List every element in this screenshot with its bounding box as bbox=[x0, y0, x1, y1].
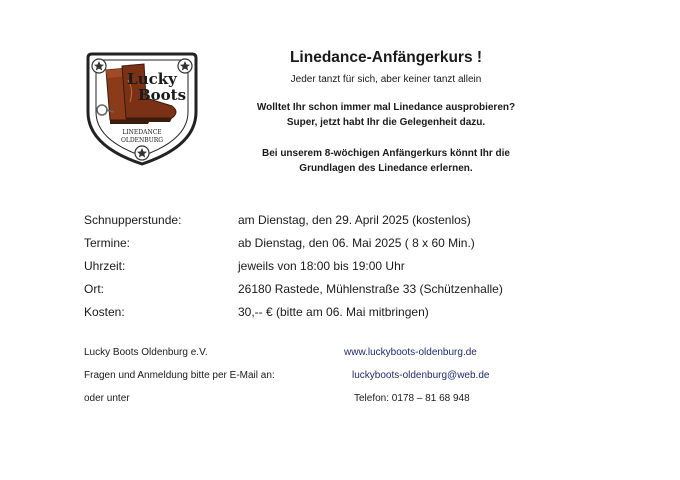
footer-row bbox=[84, 346, 524, 369]
detail-label: Schnupperstunde: bbox=[84, 213, 182, 227]
detail-label: Uhrzeit: bbox=[84, 259, 126, 273]
footer-row bbox=[84, 392, 524, 415]
footer-row bbox=[84, 369, 524, 392]
detail-label: Termine: bbox=[84, 236, 131, 250]
detail-value: 30,-- € (bitte am 06. Mai mitbringen) bbox=[238, 305, 429, 319]
detail-value: am Dienstag, den 29. April 2025 (kostenlos) bbox=[238, 213, 471, 227]
detail-value: 26180 Rastede, Mühlenstraße 33 (Schützenhalle) bbox=[238, 282, 503, 296]
detail-label: Ort: bbox=[84, 282, 104, 296]
contact-footer bbox=[84, 346, 524, 415]
lucky-boots-logo bbox=[84, 50, 200, 168]
course-paragraph bbox=[236, 146, 536, 176]
phone-number: Telefon: 0178 – 81 68 948 bbox=[354, 393, 470, 404]
svg-text:Lucky: Lucky bbox=[127, 70, 177, 88]
club-name: Lucky Boots Oldenburg e.V. bbox=[84, 347, 208, 358]
website-link[interactable]: www.luckyboots-oldenburg.de bbox=[344, 347, 477, 358]
email-link[interactable]: luckyboots-oldenburg@web.de bbox=[352, 370, 490, 381]
intro-line: Wolltet Ihr schon immer mal Linedance ausprobieren? bbox=[256, 102, 516, 113]
contact-text: Fragen und Anmeldung bitte per E-Mail an: bbox=[84, 370, 275, 381]
intro-line: Super, jetzt habt Ihr die Gelegenheit dazu. bbox=[286, 117, 486, 128]
header-block bbox=[236, 48, 536, 176]
detail-label: Kosten: bbox=[84, 305, 125, 319]
or-text: oder unter bbox=[84, 393, 130, 404]
detail-value: ab Dienstag, den 06. Mai 2025 ( 8 x 60 Min.) bbox=[238, 236, 475, 250]
page-title: Linedance-Anfängerkurs ! bbox=[289, 49, 483, 66]
svg-text:OLDENBURG: OLDENBURG bbox=[120, 137, 164, 144]
subtitle: Jeder tanzt für sich, aber keiner tanzt allein bbox=[290, 74, 482, 85]
course-line: Grundlagen des Linedance erlernen. bbox=[299, 163, 473, 174]
course-line: Bei unserem 8-wöchigen Anfängerkurs könnt Ihr die bbox=[261, 148, 510, 159]
detail-value: jeweils von 18:00 bis 19:00 Uhr bbox=[238, 259, 405, 273]
svg-text:LINEDANCE: LINEDANCE bbox=[122, 129, 162, 136]
svg-text:Boots: Boots bbox=[137, 86, 187, 104]
intro-paragraph bbox=[236, 100, 536, 130]
